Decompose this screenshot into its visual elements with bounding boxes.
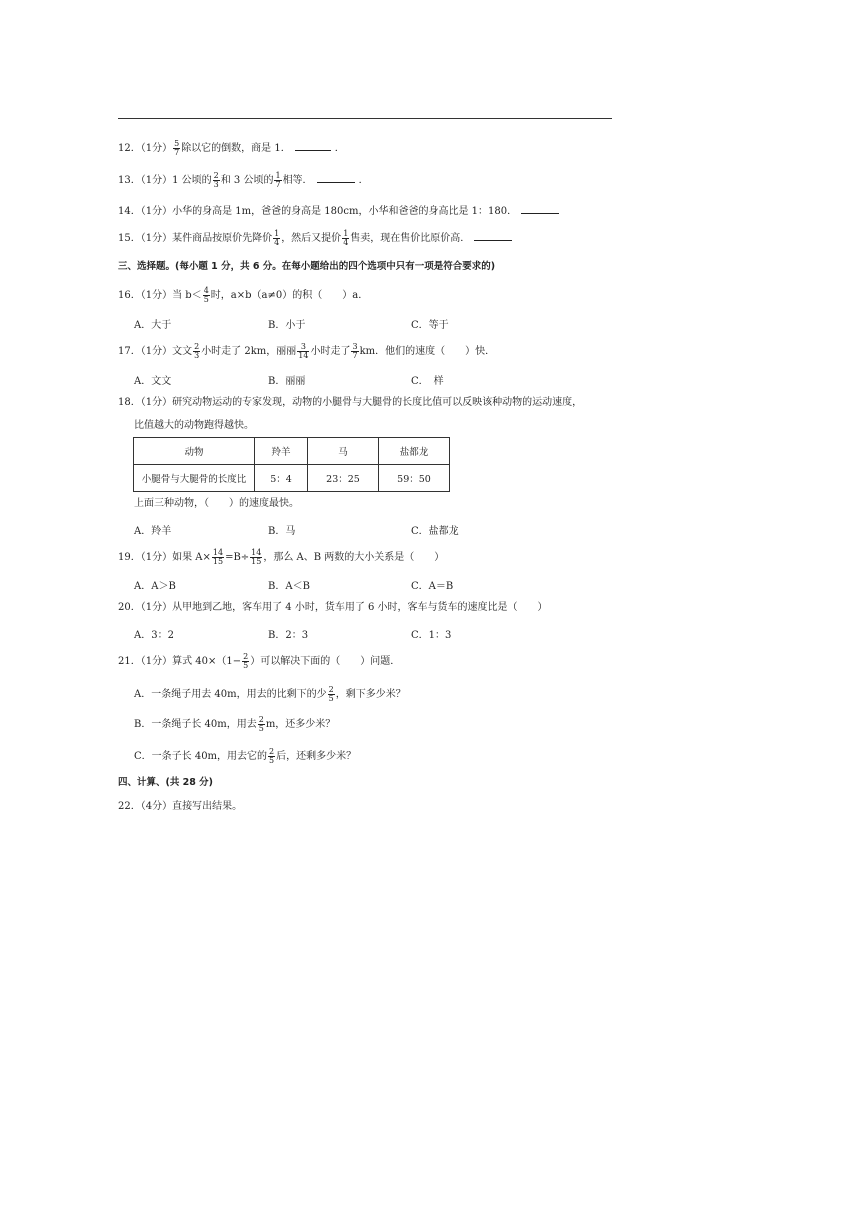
table-header-cell: 羚羊 [255, 438, 308, 465]
question-label: 19．（1分） [118, 552, 173, 563]
table-cell: 小腿骨与大腿骨的长度比 [134, 465, 255, 492]
question-16: 16．（1分）当 b＜ $\frac{4}{5}$ 时，a×b（a≠0）的积（ ）a． [118, 286, 369, 304]
answer-blank[interactable] [521, 204, 559, 214]
section-heading-choice: 三、选择题。(每小题 1 分，共 6 分。在每小题给出的四个选项中只有一项是符合要求的) [118, 261, 496, 272]
question-label: 20．（1分） [118, 602, 173, 613]
question-15: 15．（1分）某件商品按原价先降价 $\frac{1}{4}$ ，然后又提价 $\frac{1}{4}$ 售卖，现在售价比原价高． [118, 230, 516, 247]
fraction: $\frac{2}{5}$ [269, 747, 275, 765]
answer-blank[interactable] [474, 231, 512, 241]
question-20 [118, 601, 548, 615]
option-b[interactable]: B．小于 [268, 320, 306, 331]
ratio-table [133, 437, 450, 492]
question-18-continued: 比值越大的动物跑得越快。 [134, 420, 254, 431]
option-c[interactable]: C．1：3 [411, 630, 452, 641]
question-text: 除以它的倒数，商是 1． [181, 143, 291, 154]
table-header-cell: 马 [308, 438, 379, 465]
table-cell: 59：50 [379, 465, 450, 492]
question-13: 13．（1分）1 公顷的 $\frac{2}{3}$ 和 3 公顷的 $\frac{1}{7}$ 相等． ． [118, 171, 369, 189]
question-label: 14．（1分） [118, 206, 173, 217]
option-c[interactable]: C．盐都龙 [411, 526, 459, 537]
fraction: $\frac{2}{3}$ [213, 171, 219, 189]
question-label: 18．（1分） [118, 397, 173, 408]
fraction: $\frac{1}{7}$ [275, 171, 281, 189]
question-17: 17．（1分）文文 $\frac{2}{3}$ 小时走了 2km，丽丽 $\frac{3}{14}$ 小时走了 $\frac{3}{7}$ km．他们的速度（ ）快． [118, 342, 496, 360]
table-row [134, 465, 450, 492]
question-label: 21．（1分） [118, 656, 173, 667]
question-label: 16．（1分） [118, 290, 173, 301]
option-a[interactable]: A．一条绳子用去 40m，用去的比剩下的少 $\frac{2}{5}$ ，剩下多少米？ [134, 685, 406, 703]
fraction: $\frac{2}{5}$ [328, 685, 334, 703]
fraction: $\frac{14}{15}$ [251, 548, 262, 566]
option-a[interactable]: A．羚羊 [134, 526, 172, 537]
question-label: 13．（1分） [118, 175, 173, 186]
option-b[interactable]: B．A＜B [268, 581, 310, 592]
question-22 [118, 800, 242, 814]
option-c[interactable]: C．一条子长 40m，用去它的 $\frac{2}{5}$ 后，还剩多少米？ [134, 747, 357, 765]
option-b[interactable]: B．2：3 [268, 630, 309, 641]
fraction: $\frac{2}{5}$ [243, 652, 249, 670]
answer-blank[interactable] [295, 141, 331, 151]
question-18-prompt: 上面三种动物，（ ）的速度最快。 [134, 498, 299, 509]
fraction: $\frac{4}{5}$ [203, 286, 209, 304]
option-a[interactable]: A．A＞B [134, 581, 176, 592]
question-21: 21．（1分）算式 40×（1− $\frac{2}{5}$ ）可以解决下面的（ ）问题． [118, 652, 401, 670]
top-rule [118, 118, 612, 119]
option-b[interactable]: B．丽丽 [268, 376, 306, 387]
fraction: $\frac{2}{5}$ [258, 715, 264, 733]
table-header-row [134, 438, 450, 465]
option-b[interactable]: B．一条绳子长 40m，用去 $\frac{2}{5}$ m，还多少米？ [134, 715, 336, 733]
option-a[interactable]: A．3：2 [134, 630, 174, 641]
option-a[interactable]: A．大于 [134, 320, 172, 331]
question-12: 12．（1分） $\frac{5}{7}$ 除以它的倒数，商是 1． ． [118, 139, 345, 157]
question-19: 19．（1分）如果 A× $\frac{14}{15}$ =B÷ $\frac{14}{15}$ ，那么 A、B 两数的大小关系是（ ） [118, 548, 445, 566]
option-c[interactable]: C． 样 [411, 376, 444, 387]
option-c[interactable]: C．等于 [411, 320, 449, 331]
fraction: $\frac{3}{14}$ [298, 342, 309, 360]
question-text: 直接写出结果。 [172, 801, 243, 812]
question-text: 从甲地到乙地，客车用了 4 小时，货车用了 6 小时，客车与货车的速度比是（ ） [172, 602, 548, 613]
table-header-cell: 动物 [134, 438, 255, 465]
table-cell: 23：25 [308, 465, 379, 492]
answer-blank[interactable] [317, 173, 355, 183]
option-a[interactable]: A．文文 [134, 376, 172, 387]
fraction: $\frac{5}{7}$ [174, 139, 180, 157]
fraction: $\frac{3}{7}$ [352, 342, 358, 360]
question-label: 17．（1分） [118, 346, 173, 357]
question-text: 小华的身高是 1m，爸爸的身高是 180cm，小华和爸爸的身高比是 1：180． [172, 206, 518, 217]
table-header-cell: 盐都龙 [379, 438, 450, 465]
option-c[interactable]: C．A＝B [411, 581, 454, 592]
question-label: 12．（1分） [118, 143, 173, 154]
question-14 [118, 204, 563, 219]
fraction: $\frac{1}{4}$ [343, 229, 349, 247]
fraction: $\frac{14}{15}$ [212, 548, 224, 566]
fraction: $\frac{1}{4}$ [274, 229, 280, 247]
question-label: 15．（1分） [118, 233, 173, 244]
question-label: 22．（4分） [118, 801, 173, 812]
section-heading-calculation: 四、计算、(共 28 分) [118, 777, 214, 788]
table-cell: 5：4 [255, 465, 308, 492]
fraction: $\frac{2}{3}$ [194, 342, 200, 360]
question-18: 18．（1分）研究动物运动的专家发现，动物的小腿骨与大腿骨的长度比值可以反映该种动物的运动速度， [118, 397, 583, 408]
option-b[interactable]: B．马 [268, 526, 296, 537]
